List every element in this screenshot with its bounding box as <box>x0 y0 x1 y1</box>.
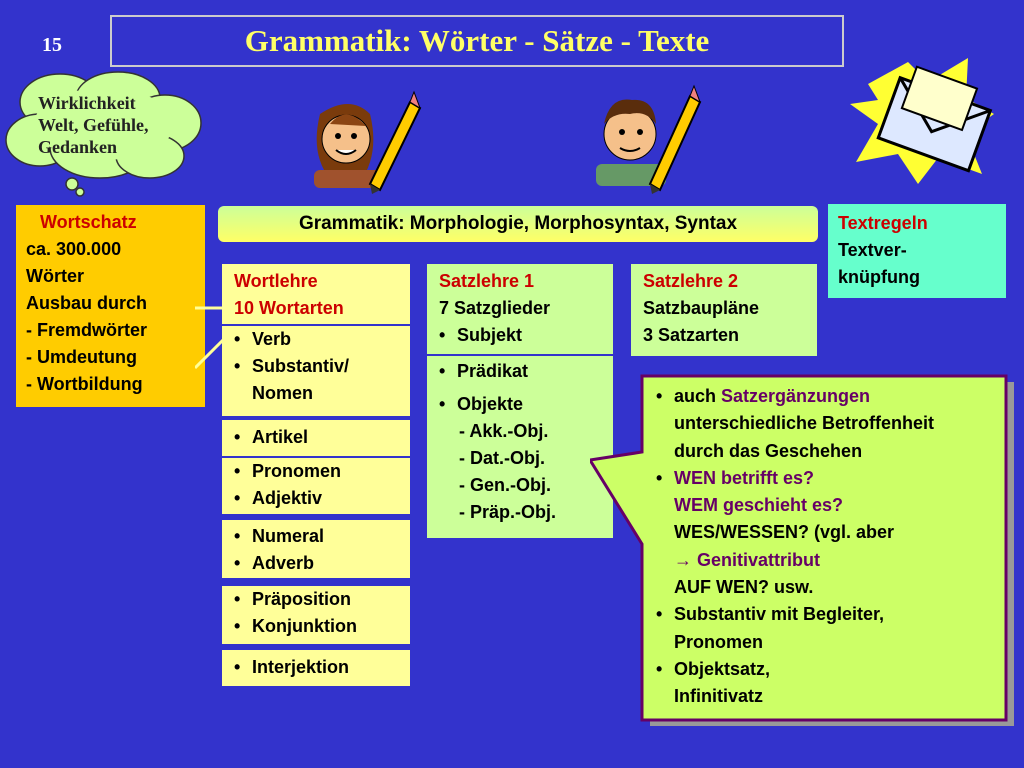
list-item: • Substantiv/ Nomen <box>228 353 404 407</box>
list-item: • Konjunktion <box>228 613 404 640</box>
wortschatz-heading: Wortschatz <box>40 212 137 232</box>
page-title: Grammatik: Wörter - Sätze - Texte <box>244 23 710 58</box>
wortschatz-line: ca. 300.000 <box>26 239 122 259</box>
wortschatz-line: Ausbau durch <box>26 293 148 313</box>
letter-envelope-icon <box>848 54 998 186</box>
wortart-group <box>222 326 410 416</box>
callout-line: WES/WESSEN? (vgl. aber <box>674 522 895 543</box>
wortschatz-box <box>16 205 205 407</box>
satzlehre2-heading: Satzlehre 2 <box>643 271 739 291</box>
callout-line: • Objektsatz, <box>674 658 771 679</box>
list-item: • Adjektiv <box>228 485 404 512</box>
satzlehre1-header <box>427 264 613 354</box>
list-item: • Interjektion <box>228 654 404 681</box>
list-item <box>650 383 1006 465</box>
satzlehre1-subheading: 7 Satzglieder <box>439 298 551 318</box>
list-item: • Präposition <box>228 586 404 613</box>
wortschatz-line: - Fremdwörter <box>26 320 148 340</box>
callout-text <box>650 383 1006 711</box>
list-subitem: - Gen.-Obj. <box>459 475 551 495</box>
list-item: • Subjekt <box>433 322 601 349</box>
list-subitem: - Akk.-Obj. <box>459 421 549 441</box>
connector-lines <box>195 300 225 370</box>
list-subitem: - Dat.-Obj. <box>459 448 545 468</box>
list-item: • Objekte <box>433 391 607 418</box>
satzlehre2-line: Satzbaupläne <box>643 298 760 318</box>
textregeln-line: Textver- <box>838 240 907 260</box>
list-item: • Prädikat <box>433 358 607 385</box>
cloud-text <box>38 92 149 158</box>
list-item <box>650 656 1006 711</box>
textregeln-heading: Textregeln <box>838 213 928 233</box>
callout-prefix: auch <box>674 386 722 406</box>
list-item: • Pronomen <box>228 458 404 485</box>
list-item: • Verb <box>228 326 404 353</box>
cloud-line: Gedanken <box>38 137 118 157</box>
boy-with-pencil-icon <box>590 84 702 194</box>
wortschatz-line: Wörter <box>26 266 84 286</box>
cloud-line: Wirklichkeit <box>38 93 136 113</box>
textregeln-line: knüpfung <box>838 267 920 287</box>
list-subitem: - Präp.-Obj. <box>459 502 557 522</box>
callout-line: unterschiedliche Betroffenheit <box>674 413 935 434</box>
wortart-group <box>222 458 410 514</box>
wortlehre-header <box>222 264 410 324</box>
wortart-group <box>222 586 410 644</box>
callout-line: durch das Geschehen <box>674 440 863 461</box>
list-item <box>650 601 1006 656</box>
list-item: • Artikel <box>228 424 404 451</box>
callout-line: AUF WEN? usw. <box>674 577 814 598</box>
callout-line: Pronomen <box>674 631 764 652</box>
list-item <box>650 465 1006 601</box>
wortart-group <box>222 520 410 578</box>
list-item: • Adverb <box>228 550 404 577</box>
cloud-line: Welt, Gefühle, <box>38 115 149 135</box>
wortlehre-subheading: 10 Wortarten <box>234 298 344 318</box>
callout-highlight: Satzergänzungen <box>721 386 871 406</box>
wortart-group <box>222 420 410 456</box>
wortart-group <box>222 650 410 686</box>
grammatik-banner: Grammatik: Morphologie, Morphosyntax, Syntax <box>218 206 818 242</box>
satzlehre1-list <box>427 356 613 538</box>
callout-line: • WEN betrifft es? <box>674 467 815 488</box>
slide-number: 15 <box>42 34 62 56</box>
wortlehre-heading: Wortlehre <box>234 271 318 291</box>
wortschatz-line: - Umdeutung <box>26 347 137 367</box>
title-box <box>110 15 844 67</box>
wortschatz-line: - Wortbildung <box>26 374 143 394</box>
girl-with-pencil-icon <box>300 84 422 194</box>
satzlehre2-line: 3 Satzarten <box>643 325 740 345</box>
satzlehre1-heading: Satzlehre 1 <box>439 271 535 291</box>
callout-line: Infinitivatz <box>674 686 763 707</box>
textregeln-box <box>828 204 1006 298</box>
callout-line: → Genitivattribut <box>674 549 821 570</box>
list-item: • Numeral <box>228 523 404 550</box>
callout-line: WEM geschieht es? <box>674 495 844 516</box>
satzlehre2-box <box>631 264 817 356</box>
callout-line: • Substantiv mit Begleiter, <box>674 604 885 625</box>
